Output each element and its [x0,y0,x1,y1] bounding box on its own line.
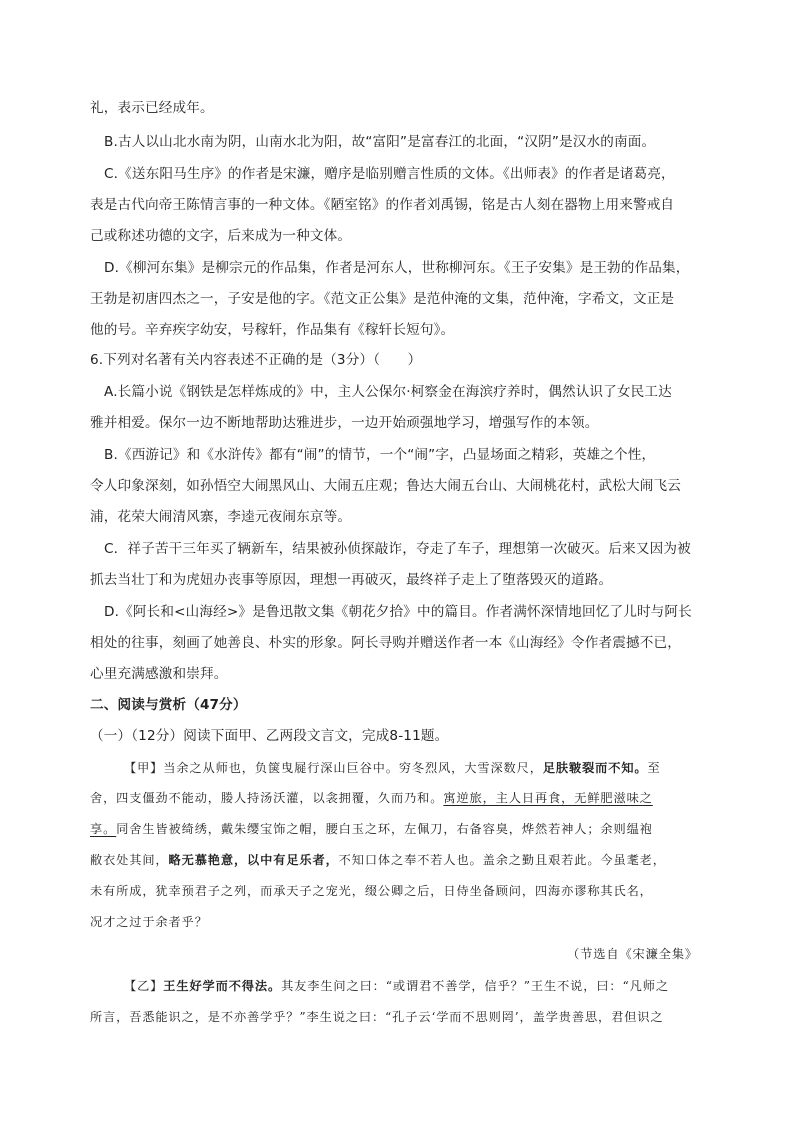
option-c-line: C.《送东阳马生序》的作者是宋濂，赠序是临别赠言性质的文体。《出师表》的作者是诸葛亮， [104,166,675,182]
option-b-line: B.《西游记》和《水浒传》都有“闹”的情节，一个“闹”字，凸显场面之精彩，英雄之个性， [104,447,656,463]
text-line: 王勃是初唐四杰之一，子安是他的字。《范文正公集》是范仲淹的文集，范仲淹，字希文，文正是 [90,291,675,307]
text-line: 相处的往事，刻画了她善良、朴实的形象。阿长寻购并赠送作者一本《山海经》令作者震撼不已， [90,635,681,651]
option-c-line: C．祥子苦干三年买了辆新车，结果被孙侦探敲诈，夺走了车子，理想第一次破灭。后来又因为被 [104,541,691,557]
passage-jia-line: 【甲】当余之从师也，负箧曳屣行深山巨谷中。穷冬烈风，大雪深数尺，足肤皲裂而不知。至 [124,761,661,775]
section-heading: 二、阅读与赏析（47分） [90,697,247,713]
passage-jia-line: 敝衣处其间，略无慕艳意，以中有足乐者，不知口体之奉不若人也。盖余之勤且艰若此。今虽耄老， [90,853,666,867]
passage-jia-line: 未有所成，犹幸预君子之列，而承天子之宠光，缀公卿之后，日侍坐备顾问，四海亦谬称其氏名， [90,884,653,898]
text-line: 令人印象深刻，如孙悟空大闹黑风山、大闹五庄观；鲁达大闹五台山、大闹桃花村，武松大闹飞云 [90,478,681,494]
section-subheading: （一）（12分）阅读下面甲、乙两段文言文，完成8-11题。 [90,728,449,744]
text-line: 表是古代向帝王陈情言事的一种文体。《陋室铭》的作者刘禹锡，铭是古人刻在器物上用来警戒自 [90,197,675,213]
text-line: 礼，表示已经成年。 [90,100,214,116]
option-d-line: D.《柳河东集》是柳宗元的作品集，作者是河东人，世称柳河东。《王子安集》是王勃的作品集， [104,260,690,276]
text-line: 他的号。辛弃疾字幼安，号稼轩，作品集有《稼轩长短句》。 [90,322,455,338]
text-line: 己或称述功德的文字，后来成为一种文体。 [90,228,352,244]
passage-jia-line: 舍，四支僵劲不能动，媵人持汤沃灌，以衾拥覆，久而乃和。寓逆旅，主人日再食，无鲜肥滋味之 [90,791,653,805]
text-line: 心里充满感激和崇拜。 [90,666,228,682]
option-b-line: B.古人以山北水南为阴，山南水北为阳，故“富阳”是富春江的北面，“汉阴”是汉水的南面。 [104,134,656,150]
text-line: 雅并相爱。保尔一边不断地帮助达雅进步，一边开始顽强地学习，增强写作的本领。 [90,415,599,431]
passage-yi-line: 【乙】王生好学而不得法。其友李生问之曰：“或谓君不善学，信乎？”王生不说，曰：“凡师之 [124,979,669,993]
option-d-line: D.《阿长和<山海经>》是鲁迅散文集《朝花夕拾》中的篇目。作者满怀深情地回忆了儿时与阿长 [104,604,692,620]
passage-yi-line: 所言，吾悉能识之，是不亦善学乎？”李生说之曰：“孔子云‘学而不思则罔’，盖学贵善思，君但识之 [90,1010,664,1024]
question-6: 6.下列对名著有关内容表述不正确的是（3分）（ ） [90,352,422,368]
option-a-line: A.长篇小说《钢铁是怎样炼成的》中，主人公保尔·柯察金在海滨疗养时，偶然认识了女民工达 [104,384,672,400]
text-line: 抓去当壮丁和为虎妞办丧事等原因，理想一再破灭，最终祥子走上了堕落毁灭的道路。 [90,572,613,588]
text-line: 浦，花荣大闹清风寨，李逵元夜闹东京等。 [90,509,352,525]
passage-source: （节选自《宋濂全集》 [567,947,698,961]
passage-jia-line: 享。同舍生皆被绮绣，戴朱缨宝饰之帽，腰白玉之环，左佩刀，右备容臭，烨然若神人；余则缊袍 [90,822,653,836]
passage-jia-line: 况才之过于余者乎？ [90,915,208,929]
